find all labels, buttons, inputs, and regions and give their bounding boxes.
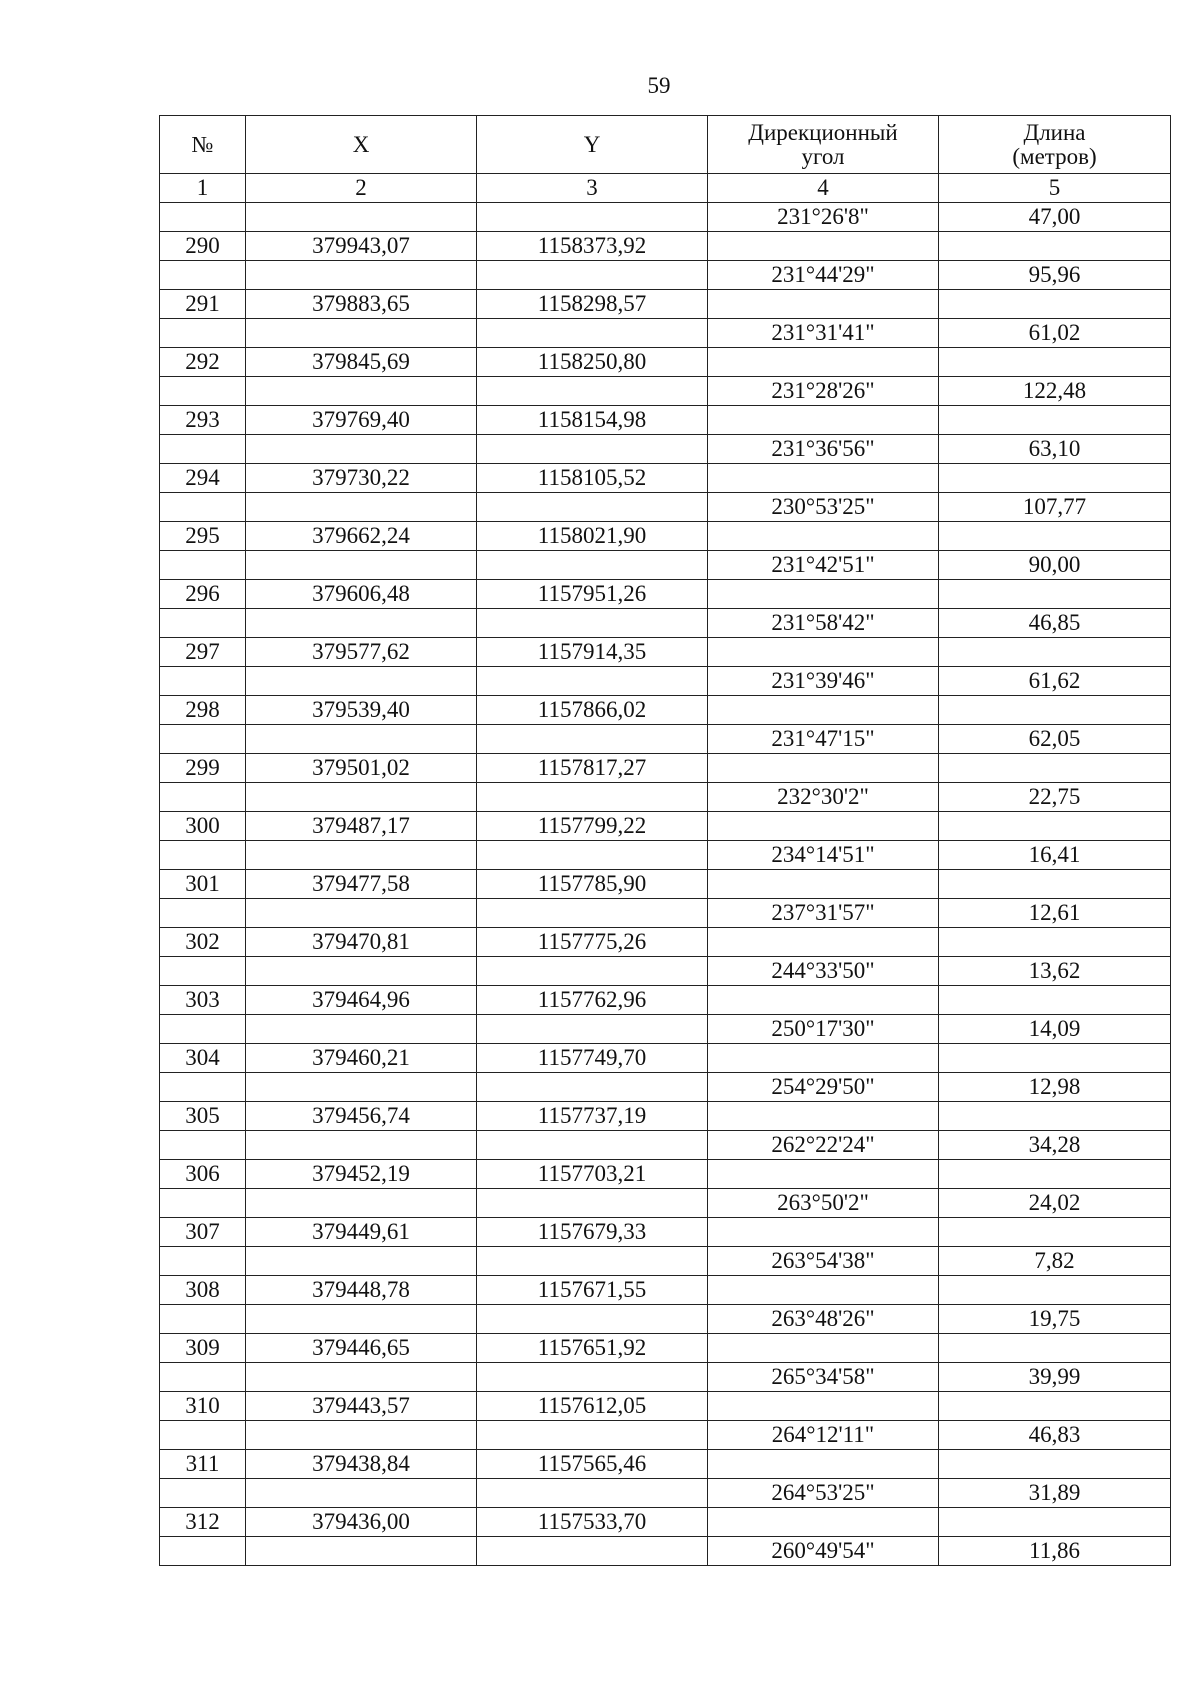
point-number-cell: 292 (160, 348, 246, 377)
direction-angle-cell (708, 928, 939, 957)
point-number-cell: 305 (160, 1102, 246, 1131)
x-coordinate-cell: 379883,65 (246, 290, 477, 319)
point-number-cell (160, 319, 246, 348)
point-number-cell (160, 1189, 246, 1218)
direction-angle-cell (708, 580, 939, 609)
x-coordinate-cell: 379662,24 (246, 522, 477, 551)
direction-angle-cell: 234°14'51" (708, 841, 939, 870)
table-row (160, 1160, 1171, 1189)
table-row (160, 1334, 1171, 1363)
x-coordinate-cell (246, 783, 477, 812)
length-cell (939, 812, 1171, 841)
header-number: № (160, 116, 246, 174)
y-coordinate-cell (477, 899, 708, 928)
x-coordinate-cell (246, 1363, 477, 1392)
table-row (160, 1392, 1171, 1421)
y-coordinate-cell (477, 1479, 708, 1508)
table-row (160, 1044, 1171, 1073)
table-row (160, 1276, 1171, 1305)
length-cell (939, 696, 1171, 725)
point-number-cell (160, 609, 246, 638)
x-coordinate-cell: 379452,19 (246, 1160, 477, 1189)
direction-angle-cell (708, 1218, 939, 1247)
table-row (160, 319, 1171, 348)
x-coordinate-cell (246, 725, 477, 754)
x-coordinate-cell (246, 1421, 477, 1450)
y-coordinate-cell: 1158250,80 (477, 348, 708, 377)
y-coordinate-cell: 1157749,70 (477, 1044, 708, 1073)
length-cell (939, 1102, 1171, 1131)
direction-angle-cell: 231°58'42" (708, 609, 939, 638)
table-row (160, 1073, 1171, 1102)
point-number-cell: 299 (160, 754, 246, 783)
length-cell (939, 290, 1171, 319)
x-coordinate-cell (246, 1131, 477, 1160)
direction-angle-cell: 232°30'2" (708, 783, 939, 812)
length-cell: 63,10 (939, 435, 1171, 464)
length-cell: 12,61 (939, 899, 1171, 928)
x-coordinate-cell (246, 1247, 477, 1276)
header-y: Y (477, 116, 708, 174)
table-row (160, 1131, 1171, 1160)
y-coordinate-cell (477, 1305, 708, 1334)
x-coordinate-cell (246, 609, 477, 638)
point-number-cell: 300 (160, 812, 246, 841)
table-row (160, 580, 1171, 609)
length-cell: 47,00 (939, 203, 1171, 232)
table-row (160, 348, 1171, 377)
direction-angle-cell (708, 1450, 939, 1479)
x-coordinate-cell: 379438,84 (246, 1450, 477, 1479)
direction-angle-cell (708, 290, 939, 319)
length-cell (939, 754, 1171, 783)
y-coordinate-cell (477, 319, 708, 348)
point-number-cell: 309 (160, 1334, 246, 1363)
table-row (160, 261, 1171, 290)
header-direction-angle: Дирекционный угол (708, 116, 939, 174)
length-cell (939, 986, 1171, 1015)
x-coordinate-cell (246, 435, 477, 464)
length-cell: 107,77 (939, 493, 1171, 522)
length-cell (939, 1044, 1171, 1073)
x-coordinate-cell: 379464,96 (246, 986, 477, 1015)
direction-angle-cell: 231°31'41" (708, 319, 939, 348)
point-number-cell: 301 (160, 870, 246, 899)
length-cell: 61,02 (939, 319, 1171, 348)
point-number-cell (160, 261, 246, 290)
length-cell: 90,00 (939, 551, 1171, 580)
table-row (160, 1363, 1171, 1392)
point-number-cell: 310 (160, 1392, 246, 1421)
point-number-cell: 296 (160, 580, 246, 609)
header-row (160, 116, 1171, 174)
point-number-cell: 308 (160, 1276, 246, 1305)
direction-angle-cell (708, 1334, 939, 1363)
length-cell: 13,62 (939, 957, 1171, 986)
x-coordinate-cell: 379460,21 (246, 1044, 477, 1073)
table-row (160, 203, 1171, 232)
y-coordinate-cell (477, 493, 708, 522)
x-coordinate-cell (246, 551, 477, 580)
direction-angle-cell (708, 870, 939, 899)
y-coordinate-cell: 1157785,90 (477, 870, 708, 899)
table-row (160, 696, 1171, 725)
table-row (160, 1508, 1171, 1537)
table-row (160, 435, 1171, 464)
point-number-cell: 291 (160, 290, 246, 319)
direction-angle-cell (708, 638, 939, 667)
y-coordinate-cell: 1157565,46 (477, 1450, 708, 1479)
direction-angle-cell: 231°28'26" (708, 377, 939, 406)
point-number-cell (160, 377, 246, 406)
y-coordinate-cell: 1157612,05 (477, 1392, 708, 1421)
point-number-cell: 297 (160, 638, 246, 667)
point-number-cell (160, 1247, 246, 1276)
y-coordinate-cell: 1157799,22 (477, 812, 708, 841)
y-coordinate-cell (477, 377, 708, 406)
direction-angle-cell: 263°50'2" (708, 1189, 939, 1218)
length-cell (939, 348, 1171, 377)
point-number-cell: 307 (160, 1218, 246, 1247)
table-row (160, 406, 1171, 435)
table-row (160, 1102, 1171, 1131)
direction-angle-cell: 263°48'26" (708, 1305, 939, 1334)
y-coordinate-cell (477, 667, 708, 696)
table-row (160, 928, 1171, 957)
point-number-cell (160, 1421, 246, 1450)
table-row (160, 957, 1171, 986)
length-cell: 46,85 (939, 609, 1171, 638)
y-coordinate-cell: 1158298,57 (477, 290, 708, 319)
table-row (160, 290, 1171, 319)
length-cell (939, 1392, 1171, 1421)
length-cell: 34,28 (939, 1131, 1171, 1160)
direction-angle-cell: 231°44'29" (708, 261, 939, 290)
table-row (160, 551, 1171, 580)
table-body (160, 203, 1171, 1566)
x-coordinate-cell: 379470,81 (246, 928, 477, 957)
table-row (160, 1189, 1171, 1218)
table-row (160, 986, 1171, 1015)
length-cell: 19,75 (939, 1305, 1171, 1334)
point-number-cell: 303 (160, 986, 246, 1015)
y-coordinate-cell: 1158021,90 (477, 522, 708, 551)
table-row (160, 232, 1171, 261)
point-number-cell (160, 1305, 246, 1334)
table-row (160, 783, 1171, 812)
direction-angle-cell: 264°53'25" (708, 1479, 939, 1508)
length-cell: 12,98 (939, 1073, 1171, 1102)
direction-angle-cell: 230°53'25" (708, 493, 939, 522)
point-number-cell (160, 493, 246, 522)
direction-angle-cell (708, 348, 939, 377)
table-row (160, 754, 1171, 783)
y-coordinate-cell: 1157703,21 (477, 1160, 708, 1189)
y-coordinate-cell (477, 609, 708, 638)
point-number-cell (160, 1479, 246, 1508)
point-number-cell (160, 435, 246, 464)
x-coordinate-cell (246, 493, 477, 522)
y-coordinate-cell: 1157651,92 (477, 1334, 708, 1363)
x-coordinate-cell (246, 1537, 477, 1566)
table-row (160, 1305, 1171, 1334)
point-number-cell (160, 1363, 246, 1392)
column-number: 3 (477, 174, 708, 203)
table-row (160, 1421, 1171, 1450)
x-coordinate-cell (246, 1189, 477, 1218)
length-cell: 7,82 (939, 1247, 1171, 1276)
y-coordinate-cell: 1157866,02 (477, 696, 708, 725)
x-coordinate-cell: 379456,74 (246, 1102, 477, 1131)
x-coordinate-cell: 379769,40 (246, 406, 477, 435)
column-number: 1 (160, 174, 246, 203)
direction-angle-cell: 244°33'50" (708, 957, 939, 986)
x-coordinate-cell: 379501,02 (246, 754, 477, 783)
length-cell: 31,89 (939, 1479, 1171, 1508)
y-coordinate-cell (477, 1073, 708, 1102)
direction-angle-cell: 231°42'51" (708, 551, 939, 580)
table-row (160, 899, 1171, 928)
x-coordinate-cell (246, 261, 477, 290)
length-cell (939, 1334, 1171, 1363)
length-cell (939, 1276, 1171, 1305)
length-cell (939, 522, 1171, 551)
point-number-cell: 290 (160, 232, 246, 261)
x-coordinate-cell: 379436,00 (246, 1508, 477, 1537)
y-coordinate-cell (477, 261, 708, 290)
table-row (160, 609, 1171, 638)
point-number-cell (160, 1073, 246, 1102)
x-coordinate-cell: 379477,58 (246, 870, 477, 899)
length-cell: 22,75 (939, 783, 1171, 812)
y-coordinate-cell (477, 841, 708, 870)
point-number-cell (160, 957, 246, 986)
point-number-cell: 293 (160, 406, 246, 435)
point-number-cell: 302 (160, 928, 246, 957)
length-cell (939, 638, 1171, 667)
x-coordinate-cell: 379730,22 (246, 464, 477, 493)
point-number-cell (160, 1131, 246, 1160)
length-cell: 14,09 (939, 1015, 1171, 1044)
length-cell: 95,96 (939, 261, 1171, 290)
x-coordinate-cell: 379845,69 (246, 348, 477, 377)
length-cell: 62,05 (939, 725, 1171, 754)
x-coordinate-cell (246, 1479, 477, 1508)
x-coordinate-cell (246, 319, 477, 348)
point-number-cell: 298 (160, 696, 246, 725)
column-number: 2 (246, 174, 477, 203)
y-coordinate-cell: 1157737,19 (477, 1102, 708, 1131)
y-coordinate-cell (477, 1421, 708, 1450)
table-row (160, 841, 1171, 870)
table-row (160, 493, 1171, 522)
direction-angle-cell: 263°54'38" (708, 1247, 939, 1276)
coordinates-table (159, 115, 1171, 1566)
direction-angle-cell: 254°29'50" (708, 1073, 939, 1102)
table-row (160, 812, 1171, 841)
direction-angle-cell: 265°34'58" (708, 1363, 939, 1392)
y-coordinate-cell (477, 1537, 708, 1566)
direction-angle-cell: 264°12'11" (708, 1421, 939, 1450)
direction-angle-cell (708, 1276, 939, 1305)
y-coordinate-cell (477, 435, 708, 464)
x-coordinate-cell: 379487,17 (246, 812, 477, 841)
page-number: 59 (647, 73, 671, 98)
length-cell (939, 1508, 1171, 1537)
y-coordinate-cell: 1157533,70 (477, 1508, 708, 1537)
column-number: 5 (939, 174, 1171, 203)
direction-angle-cell (708, 522, 939, 551)
table-row (160, 1247, 1171, 1276)
length-cell (939, 870, 1171, 899)
point-number-cell (160, 899, 246, 928)
direction-angle-cell (708, 696, 939, 725)
y-coordinate-cell (477, 1015, 708, 1044)
table-row (160, 522, 1171, 551)
y-coordinate-cell: 1158373,92 (477, 232, 708, 261)
length-cell (939, 464, 1171, 493)
table-row (160, 1479, 1171, 1508)
table-row (160, 1537, 1171, 1566)
length-cell: 39,99 (939, 1363, 1171, 1392)
direction-angle-cell: 231°39'46" (708, 667, 939, 696)
column-number: 4 (708, 174, 939, 203)
direction-angle-cell (708, 754, 939, 783)
y-coordinate-cell: 1157951,26 (477, 580, 708, 609)
point-number-cell (160, 841, 246, 870)
point-number-cell (160, 1015, 246, 1044)
header-length: Длина (метров) (939, 116, 1171, 174)
length-cell: 16,41 (939, 841, 1171, 870)
x-coordinate-cell: 379448,78 (246, 1276, 477, 1305)
table-row (160, 464, 1171, 493)
point-number-cell (160, 667, 246, 696)
point-number-cell (160, 783, 246, 812)
point-number-cell (160, 725, 246, 754)
x-coordinate-cell: 379577,62 (246, 638, 477, 667)
point-number-cell: 294 (160, 464, 246, 493)
y-coordinate-cell: 1158154,98 (477, 406, 708, 435)
x-coordinate-cell (246, 1015, 477, 1044)
direction-angle-cell: 250°17'30" (708, 1015, 939, 1044)
direction-angle-cell (708, 1044, 939, 1073)
x-coordinate-cell: 379449,61 (246, 1218, 477, 1247)
y-coordinate-cell (477, 1363, 708, 1392)
table-row (160, 1450, 1171, 1479)
y-coordinate-cell (477, 551, 708, 580)
length-cell: 11,86 (939, 1537, 1171, 1566)
y-coordinate-cell (477, 1247, 708, 1276)
direction-angle-cell (708, 464, 939, 493)
y-coordinate-cell (477, 203, 708, 232)
direction-angle-cell: 231°26'8" (708, 203, 939, 232)
x-coordinate-cell (246, 1073, 477, 1102)
x-coordinate-cell: 379943,07 (246, 232, 477, 261)
column-number-row (160, 174, 1171, 203)
x-coordinate-cell (246, 203, 477, 232)
x-coordinate-cell: 379446,65 (246, 1334, 477, 1363)
x-coordinate-cell (246, 377, 477, 406)
x-coordinate-cell: 379539,40 (246, 696, 477, 725)
length-cell: 46,83 (939, 1421, 1171, 1450)
direction-angle-cell (708, 1160, 939, 1189)
direction-angle-cell (708, 232, 939, 261)
length-cell (939, 232, 1171, 261)
point-number-cell (160, 551, 246, 580)
length-cell: 122,48 (939, 377, 1171, 406)
y-coordinate-cell: 1157914,35 (477, 638, 708, 667)
length-cell (939, 1450, 1171, 1479)
x-coordinate-cell (246, 667, 477, 696)
direction-angle-cell (708, 1392, 939, 1421)
y-coordinate-cell: 1157671,55 (477, 1276, 708, 1305)
table-row (160, 1218, 1171, 1247)
x-coordinate-cell (246, 841, 477, 870)
point-number-cell (160, 1537, 246, 1566)
direction-angle-cell (708, 986, 939, 1015)
x-coordinate-cell (246, 899, 477, 928)
y-coordinate-cell: 1157762,96 (477, 986, 708, 1015)
length-cell (939, 1218, 1171, 1247)
table-row (160, 667, 1171, 696)
x-coordinate-cell: 379606,48 (246, 580, 477, 609)
y-coordinate-cell (477, 725, 708, 754)
point-number-cell: 311 (160, 1450, 246, 1479)
length-cell (939, 1160, 1171, 1189)
header-x: X (246, 116, 477, 174)
x-coordinate-cell: 379443,57 (246, 1392, 477, 1421)
direction-angle-cell (708, 812, 939, 841)
direction-angle-cell (708, 1508, 939, 1537)
y-coordinate-cell: 1157679,33 (477, 1218, 708, 1247)
direction-angle-cell: 237°31'57" (708, 899, 939, 928)
table-row (160, 870, 1171, 899)
direction-angle-cell: 262°22'24" (708, 1131, 939, 1160)
length-cell (939, 406, 1171, 435)
x-coordinate-cell (246, 957, 477, 986)
y-coordinate-cell (477, 1189, 708, 1218)
table-row (160, 377, 1171, 406)
point-number-cell: 306 (160, 1160, 246, 1189)
length-cell: 61,62 (939, 667, 1171, 696)
y-coordinate-cell: 1157775,26 (477, 928, 708, 957)
y-coordinate-cell (477, 957, 708, 986)
length-cell: 24,02 (939, 1189, 1171, 1218)
length-cell (939, 580, 1171, 609)
direction-angle-cell (708, 406, 939, 435)
table-row (160, 725, 1171, 754)
length-cell (939, 928, 1171, 957)
y-coordinate-cell (477, 783, 708, 812)
x-coordinate-cell (246, 1305, 477, 1334)
y-coordinate-cell: 1157817,27 (477, 754, 708, 783)
y-coordinate-cell (477, 1131, 708, 1160)
point-number-cell: 295 (160, 522, 246, 551)
table-row (160, 1015, 1171, 1044)
direction-angle-cell: 231°36'56" (708, 435, 939, 464)
point-number-cell: 312 (160, 1508, 246, 1537)
table-row (160, 638, 1171, 667)
point-number-cell (160, 203, 246, 232)
point-number-cell: 304 (160, 1044, 246, 1073)
direction-angle-cell: 231°47'15" (708, 725, 939, 754)
y-coordinate-cell: 1158105,52 (477, 464, 708, 493)
direction-angle-cell: 260°49'54" (708, 1537, 939, 1566)
direction-angle-cell (708, 1102, 939, 1131)
